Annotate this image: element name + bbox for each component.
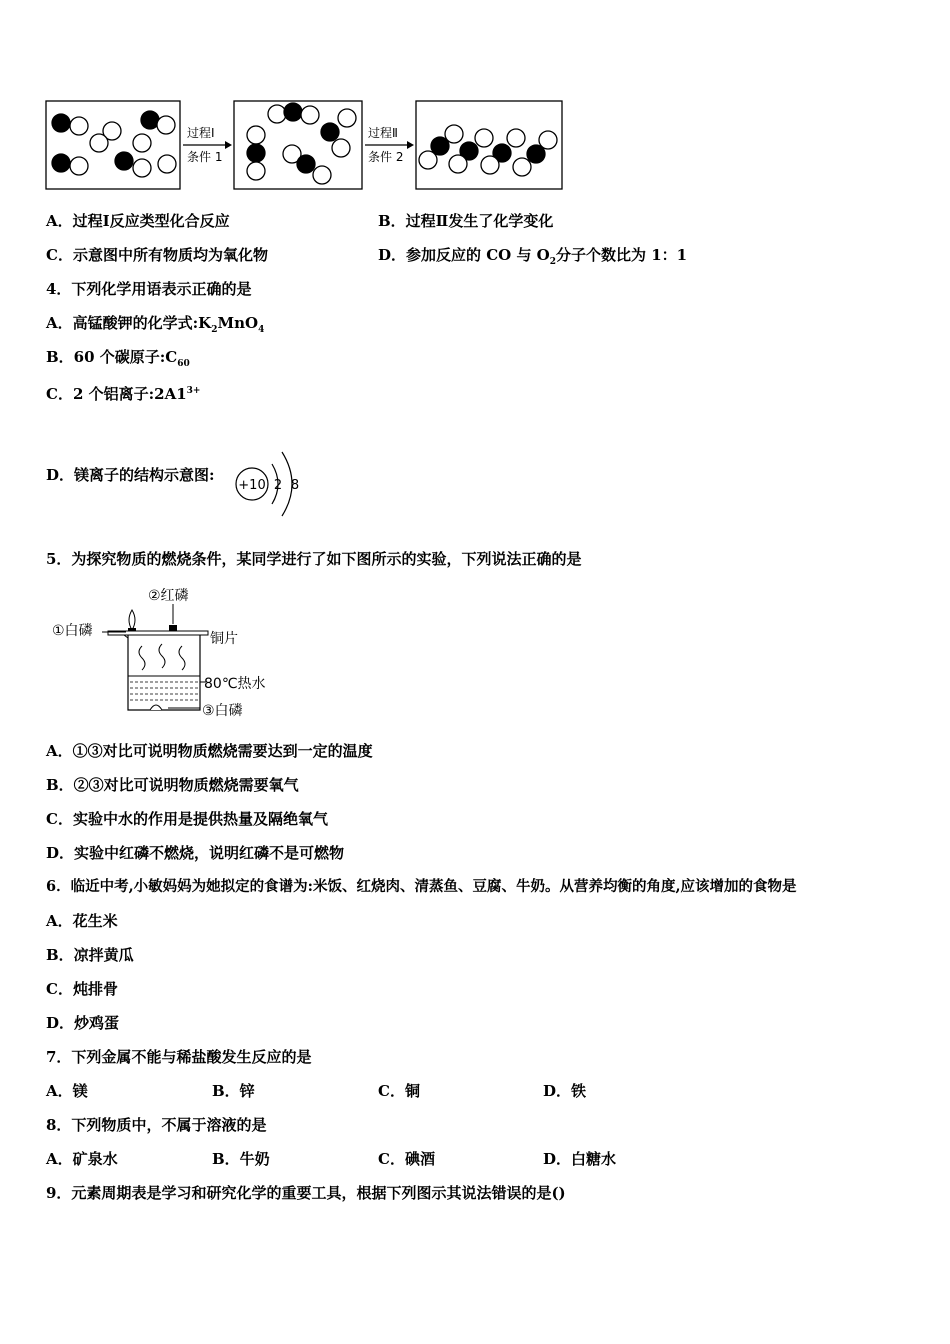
arrow1-label-top: 过程Ⅰ: [187, 126, 215, 140]
arrow1-label-bottom: 条件 1: [187, 150, 223, 164]
combustion-experiment-figure: [50, 584, 290, 726]
q6-stem: 6．临近中考,小敏妈妈为她拟定的食谱为:米饭、红烧肉、清蒸鱼、豆腐、牛奶。从营养均衡的角度,应该增加的食物是: [46, 878, 797, 895]
q4-option-a-mid: MnO: [217, 314, 259, 332]
q5-option-b[interactable]: B．②③对比可说明物质燃烧需要氧气: [46, 776, 299, 794]
q8-option-c[interactable]: C．碘酒: [378, 1150, 435, 1168]
label-hot-water: 80℃热水: [204, 676, 266, 692]
q7-option-b[interactable]: B．锌: [212, 1082, 255, 1100]
q3-option-d-text: D．参加反应的 CO 与 O: [378, 246, 550, 264]
q3-option-d-subscript: 2: [549, 257, 557, 267]
q4-option-c[interactable]: [46, 381, 200, 404]
molecule-process-figure: [44, 98, 566, 196]
q9-stem: 9．元素周期表是学习和研究化学的重要工具，根据下列图示其说法错误的是(): [46, 1184, 566, 1202]
nucleus-charge: +10: [238, 478, 266, 493]
q3-option-d-text-end: 分子个数比为 1：1: [556, 246, 688, 264]
q4-option-a-sub1: 2: [211, 325, 218, 335]
magnesium-ion-structure-diagram: [232, 442, 312, 528]
q5-option-c[interactable]: C．实验中水的作用是提供热量及隔绝氧气: [46, 810, 328, 828]
q3-option-a[interactable]: A．过程Ⅰ反应类型化合反应: [46, 212, 230, 230]
q7-option-d[interactable]: D．铁: [543, 1082, 587, 1100]
q4-option-c-text: C．2 个铝离子:2A1: [46, 385, 187, 403]
q5-option-d[interactable]: D．实验中红磷不燃烧，说明红磷不是可燃物: [46, 844, 345, 862]
label-red-phosphorus: ②红磷: [148, 588, 189, 604]
arrow2-label-bottom: 条件 2: [368, 150, 404, 164]
q3-option-c[interactable]: C．示意图中所有物质均为氧化物: [46, 246, 268, 264]
q8-stem: 8．下列物质中，不属于溶液的是: [46, 1116, 267, 1134]
q8-option-b[interactable]: B．牛奶: [212, 1150, 270, 1168]
q3-option-d[interactable]: [378, 245, 687, 272]
q4-option-a-text: A．高锰酸钾的化学式:K: [46, 314, 212, 332]
q4-option-a-sub2: 4: [258, 325, 265, 335]
label-copper-sheet: 铜片: [210, 631, 238, 647]
label-white-phosphorus-3: ③白磷: [202, 703, 243, 719]
arrow2-label-top: 过程Ⅱ: [368, 126, 398, 140]
q7-option-c[interactable]: C．铜: [378, 1082, 420, 1100]
q5-stem: 5．为探究物质的燃烧条件，某同学进行了如下图所示的实验，下列说法正确的是: [46, 550, 582, 568]
q8-option-a[interactable]: A．矿泉水: [46, 1150, 118, 1168]
q6-option-d[interactable]: D．炒鸡蛋: [46, 1014, 120, 1032]
q4-option-b[interactable]: [46, 347, 190, 374]
q6-option-b[interactable]: B．凉拌黄瓜: [46, 946, 134, 964]
q4-option-b-text: B．60 个碳原子:C: [46, 348, 178, 366]
shell1-electrons: 2: [273, 478, 283, 493]
shell2-electrons: 8: [290, 478, 300, 493]
q5-option-a[interactable]: A．①③对比可说明物质燃烧需要达到一定的温度: [46, 742, 373, 760]
q7-option-a[interactable]: A．镁: [46, 1082, 88, 1100]
q8-option-d[interactable]: D．白糖水: [543, 1150, 617, 1168]
q4-option-a[interactable]: [46, 313, 264, 340]
q4-option-c-sup: 3+: [186, 386, 201, 396]
q4-stem: 4．下列化学用语表示正确的是: [46, 280, 252, 298]
label-white-phosphorus-1: ①白磷: [52, 623, 93, 639]
q6-option-a[interactable]: A．花生米: [46, 912, 118, 930]
q4-option-d[interactable]: D．镁离子的结构示意图:: [46, 466, 215, 484]
q7-stem: 7．下列金属不能与稀盐酸发生反应的是: [46, 1048, 312, 1066]
q6-option-c[interactable]: C．炖排骨: [46, 980, 118, 998]
q4-option-b-sub: 60: [177, 359, 190, 369]
q3-option-b[interactable]: B．过程Ⅱ发生了化学变化: [378, 212, 554, 230]
